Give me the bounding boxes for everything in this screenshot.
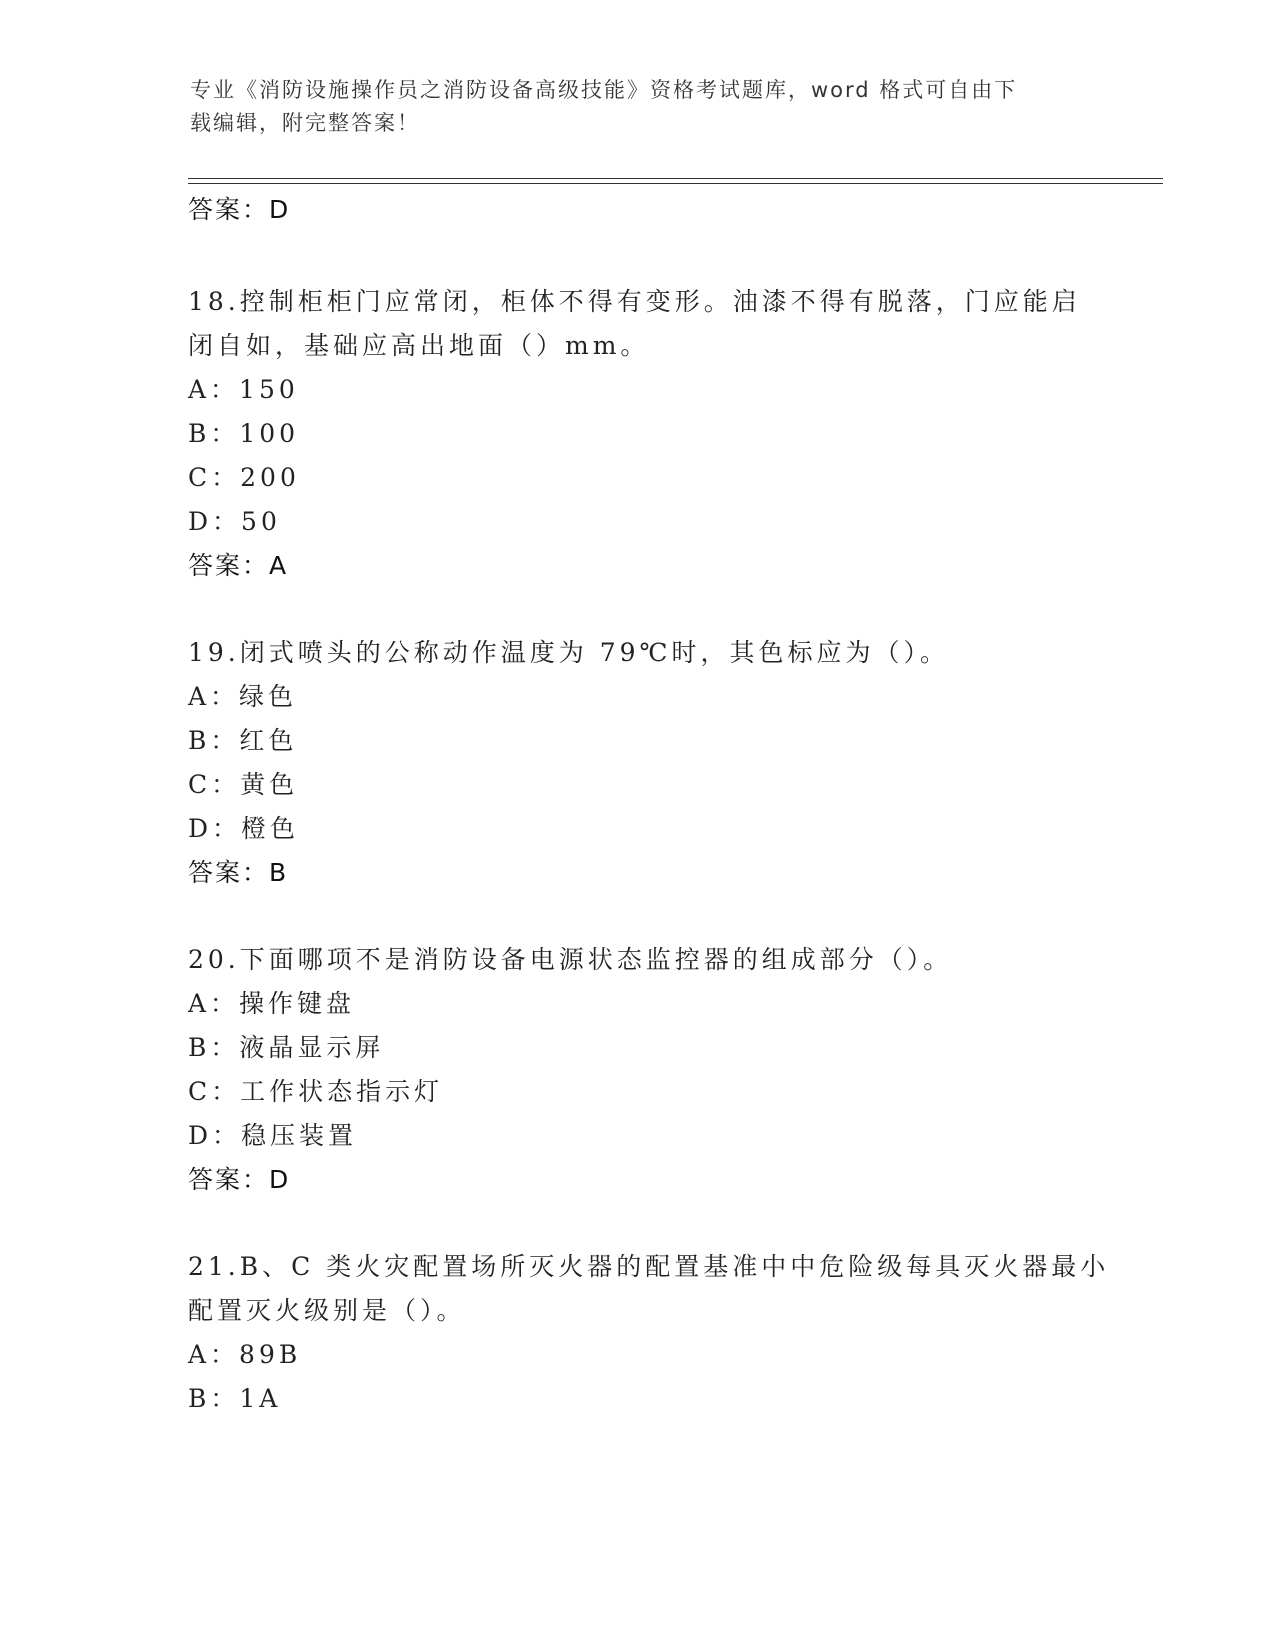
- question-18-answer: 答案：A: [188, 551, 289, 580]
- document-header: [190, 74, 1070, 140]
- question-21-stem-line-2: 配置灭火级别是（）。: [188, 1296, 466, 1325]
- question-18-stem-line-2: 闭自如，基础应高出地面（）mm。: [188, 331, 650, 360]
- question-20-option-d: D：稳压装置: [188, 1121, 358, 1150]
- question-20-option-c: C：工作状态指示灯: [188, 1077, 444, 1106]
- question-21-option-b: B：1A: [188, 1384, 282, 1413]
- question-18-option-b: B：100: [188, 419, 300, 448]
- question-19-stem-line-1: 19.闭式喷头的公称动作温度为 79℃时，其色标应为（）。: [188, 638, 949, 667]
- question-20-option-a: A：操作键盘: [188, 989, 356, 1018]
- header-divider-bottom: [188, 183, 1163, 184]
- question-18-option-d: D：50: [188, 507, 281, 536]
- header-divider-top: [188, 178, 1163, 179]
- question-19-option-d: D：橙色: [188, 814, 300, 843]
- header-line-1: 专业《消防设施操作员之消防设备高级技能》资格考试题库，word 格式可自由下: [190, 78, 1018, 102]
- question-21-stem-line-1: 21.B、C 类火灾配置场所灭火器的配置基准中中危险级每具灭火器最小: [188, 1252, 1110, 1281]
- header-line-2: 载编辑，附完整答案！: [190, 111, 420, 135]
- question-19-option-b: B：红色: [188, 726, 298, 755]
- question-18-stem-line-1: 18.控制柜柜门应常闭，柜体不得有变形。油漆不得有脱落，门应能启: [188, 287, 1081, 316]
- question-20-stem-line-1: 20.下面哪项不是消防设备电源状态监控器的组成部分（）。: [188, 945, 953, 974]
- question-20-option-b: B：液晶显示屏: [188, 1033, 385, 1062]
- question-19-answer: 答案：B: [188, 858, 289, 887]
- answer-17: 答案：D: [188, 195, 291, 224]
- question-18-option-c: C：200: [188, 463, 300, 492]
- question-21-option-a: A：89B: [188, 1340, 302, 1369]
- question-18-option-a: A：150: [188, 375, 299, 404]
- question-19-option-c: C：黄色: [188, 770, 299, 799]
- question-19-option-a: A：绿色: [188, 682, 298, 711]
- question-20-answer: 答案：D: [188, 1165, 291, 1194]
